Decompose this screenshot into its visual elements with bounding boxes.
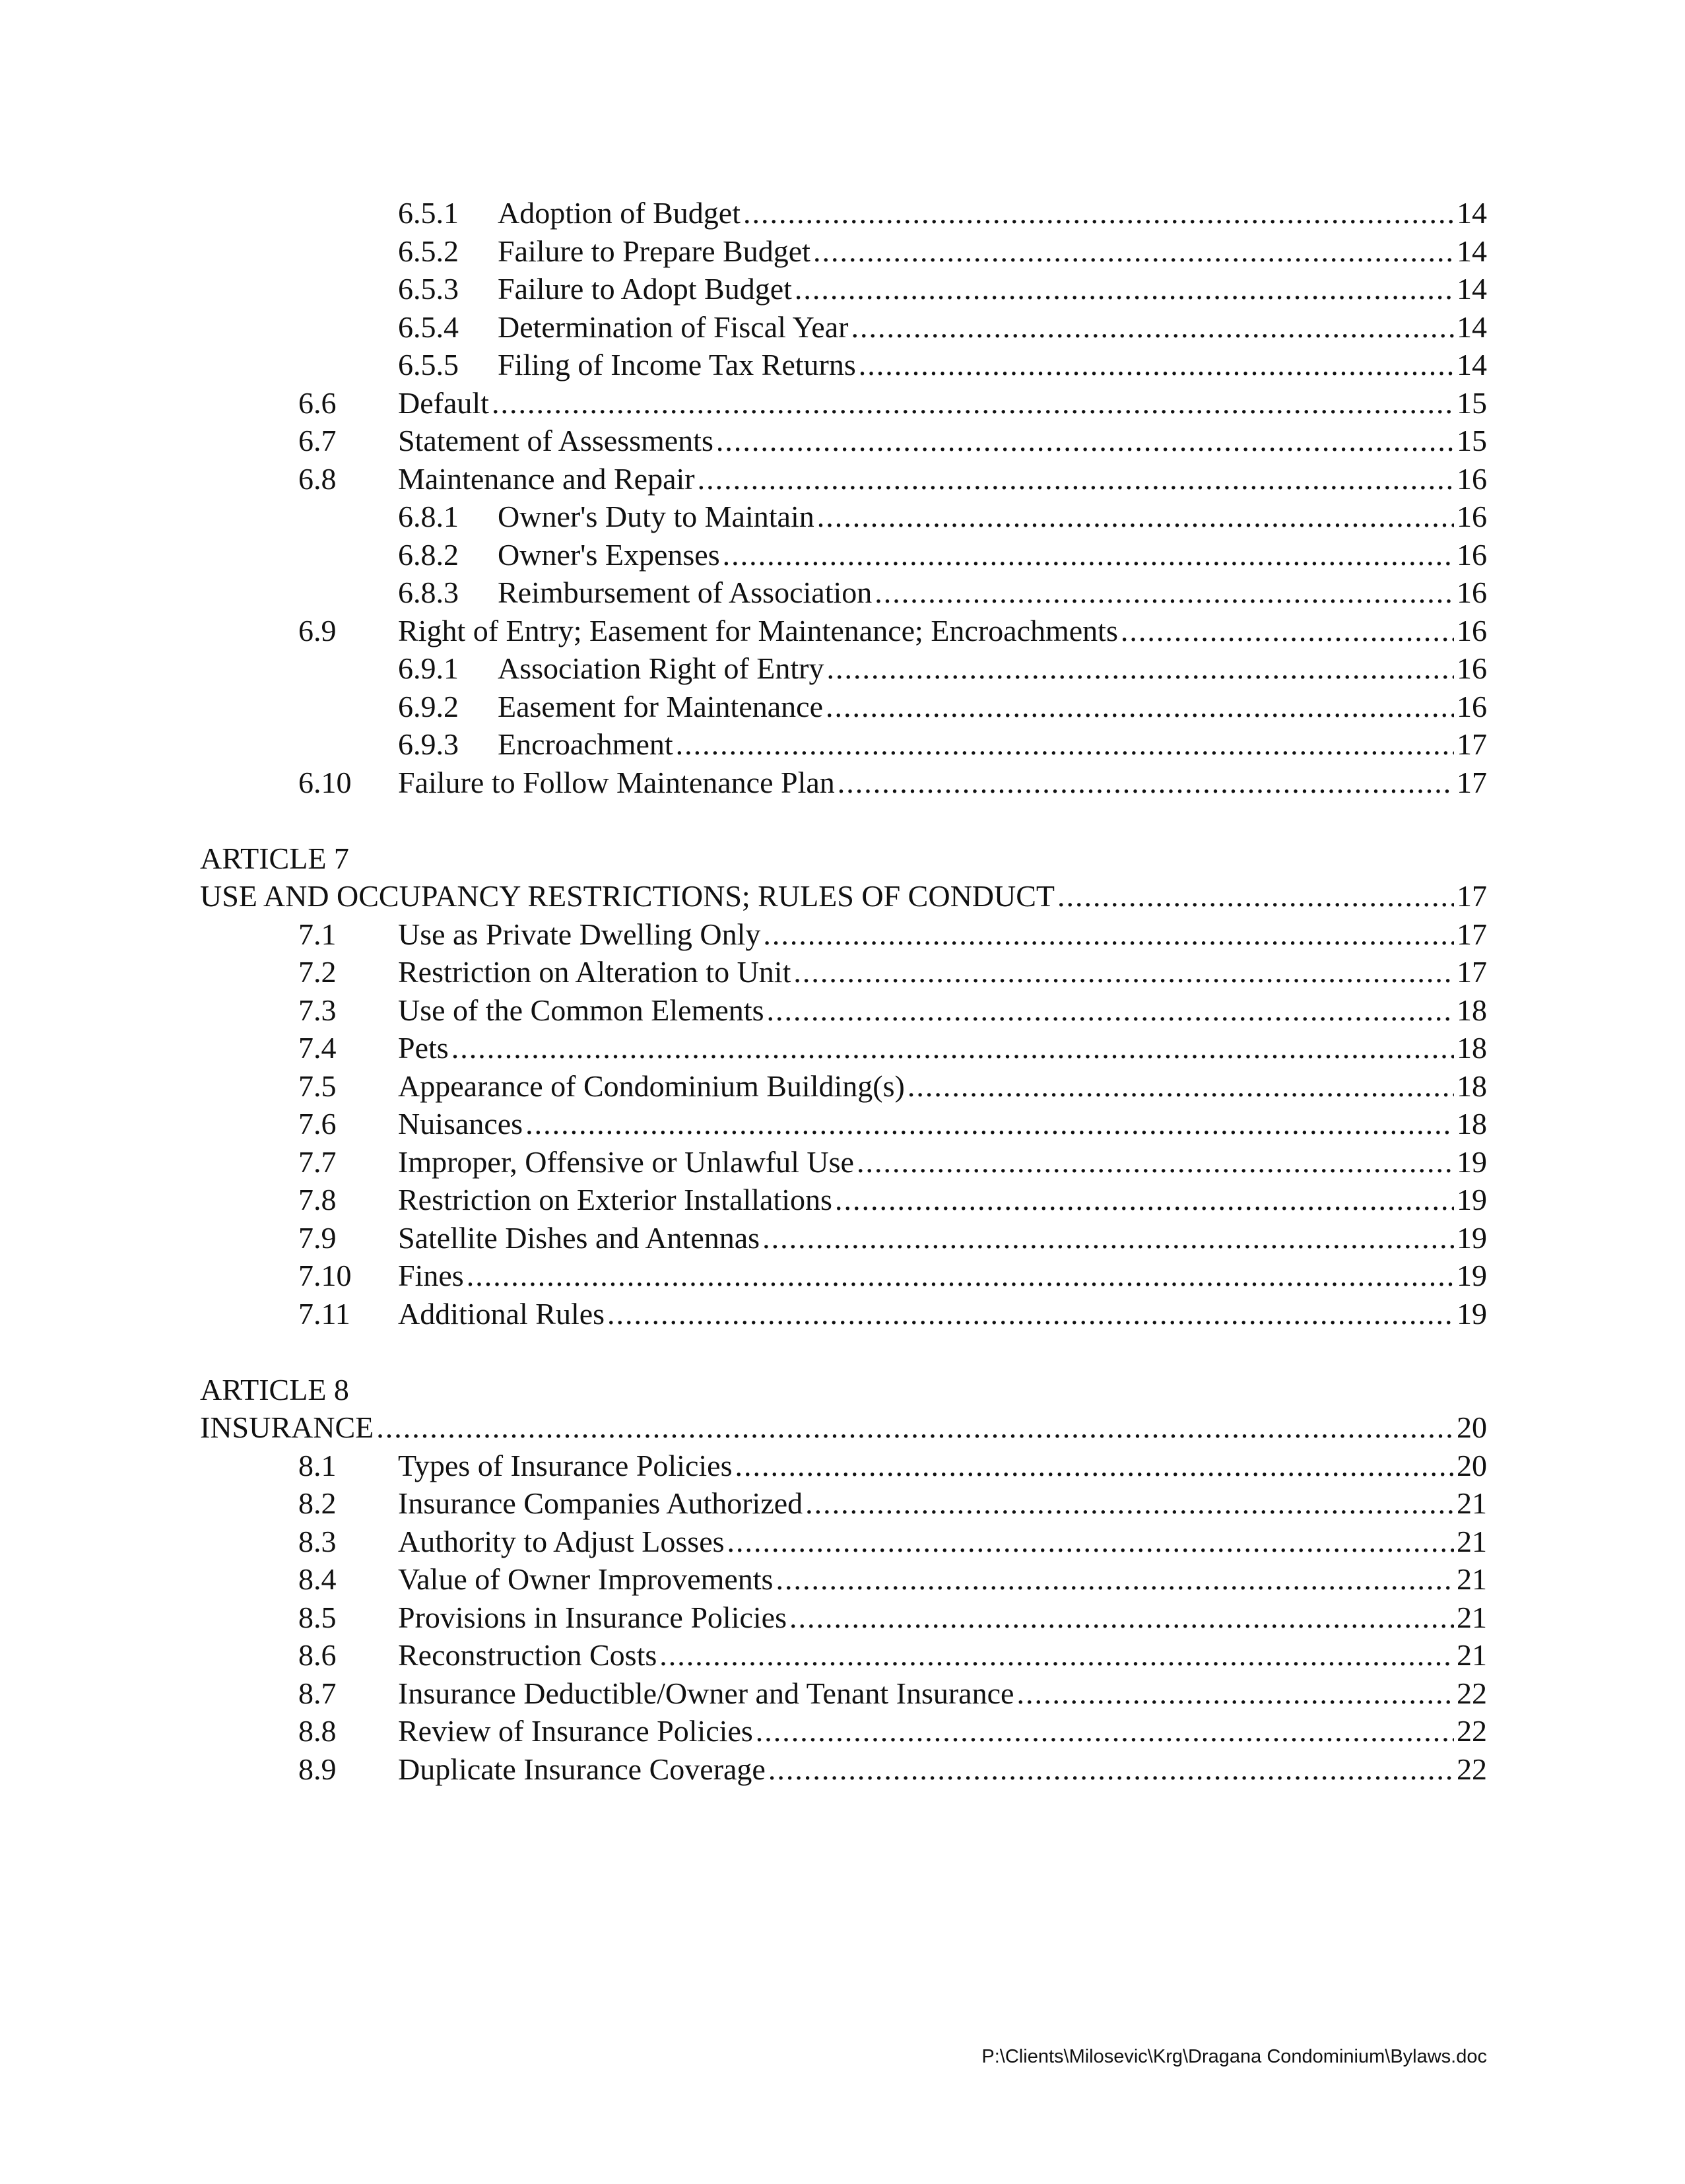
dot-leader <box>1121 612 1454 650</box>
toc-entry-title: Default <box>398 384 492 422</box>
dot-leader <box>492 384 1454 422</box>
toc-entry-title: Encroachment <box>498 725 676 764</box>
toc-entry-title: Nuisances <box>398 1105 525 1143</box>
toc-entry[interactable] <box>0 1560 1685 1599</box>
toc-entry-page: 16 <box>1457 651 1487 685</box>
toc-entry-number: 6.8 <box>298 461 337 496</box>
article-8-label: ARTICLE 8 <box>200 1372 349 1406</box>
toc-entry-number: 7.10 <box>298 1259 352 1292</box>
toc-entry-title: Additional Rules <box>398 1295 607 1333</box>
toc-entry[interactable] <box>0 649 1685 688</box>
toc-entry[interactable] <box>0 725 1685 764</box>
toc-entry-title: Types of Insurance Policies <box>398 1447 735 1485</box>
dot-leader <box>743 194 1454 232</box>
dot-leader <box>723 536 1454 574</box>
toc-entry-page: 14 <box>1457 310 1487 344</box>
toc-entry[interactable] <box>0 384 1685 422</box>
dot-leader <box>698 460 1454 498</box>
toc-entry[interactable] <box>0 1257 1685 1295</box>
toc-entry-title: Association Right of Entry <box>498 649 826 688</box>
toc-entry-page: 22 <box>1457 1714 1487 1748</box>
toc-entry[interactable] <box>0 953 1685 991</box>
toc-entry-title: Reconstruction Costs <box>398 1636 659 1674</box>
toc-entry-number: 7.6 <box>298 1107 337 1141</box>
toc-entry[interactable] <box>0 1636 1685 1674</box>
toc-entry[interactable] <box>0 1067 1685 1106</box>
toc-entry-title: Pets <box>398 1029 451 1067</box>
dot-leader <box>762 1219 1454 1257</box>
dot-leader <box>826 688 1454 726</box>
dot-leader <box>793 953 1454 991</box>
toc-entry-number: 8.8 <box>298 1714 337 1748</box>
dot-leader <box>795 270 1454 308</box>
toc-entry-page: 17 <box>1457 727 1487 761</box>
toc-entry-number: 8.9 <box>298 1752 337 1786</box>
toc-entry-page: 14 <box>1457 234 1487 268</box>
toc-entry[interactable] <box>0 194 1685 232</box>
toc-entry-page: 18 <box>1457 993 1487 1027</box>
toc-entry-number: 6.8.1 <box>398 500 459 533</box>
dot-leader <box>659 1636 1454 1674</box>
toc-entry-title: Failure to Adopt Budget <box>498 270 795 308</box>
toc-entry-page: 16 <box>1457 576 1487 609</box>
toc-entry[interactable] <box>0 1674 1685 1713</box>
toc-entry-title: Restriction on Alteration to Unit <box>398 953 793 991</box>
toc-entry-page: 18 <box>1457 1107 1487 1141</box>
dot-leader <box>376 1408 1454 1447</box>
dot-leader <box>607 1295 1454 1333</box>
toc-entry-title: Failure to Prepare Budget <box>498 232 813 271</box>
article-label <box>0 1371 1685 1409</box>
toc-entry-number: 8.3 <box>298 1524 337 1558</box>
toc-entry-page: 16 <box>1457 500 1487 533</box>
toc-entry-title: Statement of Assessments <box>398 422 716 460</box>
toc-entry-page: 21 <box>1457 1486 1487 1520</box>
toc-entry-title: Provisions in Insurance Policies <box>398 1599 789 1637</box>
toc-entry-title: Satellite Dishes and Antennas <box>398 1219 762 1257</box>
toc-entry-number: 6.9.1 <box>398 651 459 685</box>
dot-leader <box>789 1599 1454 1637</box>
toc-entry-page: 17 <box>1457 765 1487 799</box>
toc-entry-number: 6.7 <box>298 424 337 457</box>
toc-entry-number: 6.5.3 <box>398 272 459 306</box>
toc-entry-number: 7.4 <box>298 1031 337 1065</box>
toc-entry[interactable] <box>0 1750 1685 1789</box>
toc-entry-page: 21 <box>1457 1562 1487 1596</box>
toc-entry-number: 7.5 <box>298 1069 337 1103</box>
toc-entry-number: 6.8.2 <box>398 537 459 572</box>
toc-entry-page: 20 <box>1457 1448 1487 1482</box>
table-of-contents <box>0 194 1685 1788</box>
toc-entry[interactable] <box>0 1447 1685 1485</box>
toc-entry-page: 17 <box>1457 879 1487 913</box>
toc-entry[interactable] <box>0 688 1685 726</box>
toc-entry-number: 6.9.3 <box>398 727 459 761</box>
toc-entry-page: 18 <box>1457 1069 1487 1103</box>
toc-entry-number: 7.3 <box>298 993 337 1027</box>
toc-entry[interactable] <box>0 1599 1685 1637</box>
toc-entry-number: 8.7 <box>298 1676 337 1710</box>
toc-entry-number: 8.5 <box>298 1600 337 1634</box>
toc-entry[interactable] <box>0 1484 1685 1523</box>
toc-entry[interactable] <box>0 270 1685 308</box>
dot-leader <box>875 574 1454 612</box>
toc-entry-number: 8.1 <box>298 1448 337 1482</box>
article-7-heading: USE AND OCCUPANCY RESTRICTIONS; RULES OF CONDUCT <box>200 877 1057 915</box>
toc-entry-number: 7.8 <box>298 1183 337 1216</box>
toc-entry-page: 15 <box>1457 385 1487 420</box>
dot-leader <box>735 1447 1454 1485</box>
toc-entry-page: 22 <box>1457 1676 1487 1710</box>
toc-entry[interactable] <box>0 915 1685 954</box>
toc-entry-title: Determination of Fiscal Year <box>498 308 851 347</box>
toc-entry-page: 14 <box>1457 348 1487 381</box>
dot-leader <box>763 915 1454 954</box>
dot-leader <box>835 1181 1454 1219</box>
spacer <box>0 801 1685 840</box>
dot-leader <box>826 649 1454 688</box>
toc-entry-number: 7.11 <box>298 1296 350 1331</box>
toc-entry[interactable] <box>0 498 1685 536</box>
toc-entry-page: 17 <box>1457 917 1487 951</box>
toc-entry-page: 16 <box>1457 537 1487 572</box>
toc-entry-number: 7.2 <box>298 955 337 989</box>
toc-entry-title: Insurance Companies Authorized <box>398 1484 805 1523</box>
toc-entry-title: Failure to Follow Maintenance Plan <box>398 764 838 802</box>
toc-entry-title: Improper, Offensive or Unlawful Use <box>398 1143 857 1181</box>
dot-leader <box>451 1029 1454 1067</box>
toc-entry-page: 16 <box>1457 461 1487 496</box>
toc-entry-number: 6.5.2 <box>398 234 459 268</box>
dot-leader <box>817 498 1454 536</box>
toc-entry-page: 19 <box>1457 1183 1487 1216</box>
toc-entry[interactable] <box>0 1143 1685 1181</box>
toc-entry-page: 19 <box>1457 1220 1487 1255</box>
toc-entry[interactable] <box>0 1295 1685 1333</box>
toc-entry-page: 21 <box>1457 1524 1487 1558</box>
toc-entry[interactable] <box>0 764 1685 802</box>
toc-entry[interactable] <box>0 1219 1685 1257</box>
toc-entry-title: Value of Owner Improvements <box>398 1560 776 1599</box>
dot-leader <box>525 1105 1454 1143</box>
toc-entry-page: 16 <box>1457 613 1487 647</box>
dot-leader <box>857 1143 1454 1181</box>
toc-entry-number: 6.8.3 <box>398 576 459 609</box>
toc-entry[interactable] <box>0 612 1685 650</box>
toc-entry-number: 7.7 <box>298 1144 337 1179</box>
toc-entry-number: 7.1 <box>298 917 337 951</box>
toc-entry-page: 14 <box>1457 272 1487 306</box>
dot-leader <box>467 1257 1454 1295</box>
toc-entry-page: 22 <box>1457 1752 1487 1786</box>
toc-entry-title: Filing of Income Tax Returns <box>498 346 859 384</box>
dot-leader <box>727 1523 1454 1561</box>
toc-entry-title: Maintenance and Repair <box>398 460 698 498</box>
toc-entry-number: 6.5.4 <box>398 310 459 344</box>
toc-entry-title: Reimbursement of Association <box>498 574 875 612</box>
dot-leader <box>838 764 1454 802</box>
toc-entry-title: Authority to Adjust Losses <box>398 1523 727 1561</box>
dot-leader <box>756 1712 1454 1750</box>
dot-leader <box>851 308 1454 347</box>
toc-entry[interactable] <box>0 574 1685 612</box>
spacer <box>0 1333 1685 1371</box>
toc-entry[interactable] <box>0 1523 1685 1561</box>
toc-entry-title: Use as Private Dwelling Only <box>398 915 763 954</box>
toc-entry-number: 6.5.1 <box>398 196 459 230</box>
toc-entry-title: Fines <box>398 1257 467 1295</box>
toc-entry-page: 21 <box>1457 1638 1487 1672</box>
article-heading-entry[interactable] <box>0 1408 1685 1447</box>
toc-entry[interactable] <box>0 1105 1685 1143</box>
dot-leader <box>776 1560 1454 1599</box>
toc-entry-title: Appearance of Condominium Building(s) <box>398 1067 908 1106</box>
toc-entry-number: 8.4 <box>298 1562 337 1596</box>
toc-entry-number: 6.6 <box>298 385 337 420</box>
article-label <box>0 840 1685 878</box>
dot-leader <box>766 991 1454 1030</box>
dot-leader <box>813 232 1454 271</box>
dot-leader <box>768 1750 1454 1789</box>
toc-entry-title: Easement for Maintenance <box>498 688 826 726</box>
toc-entry-page: 16 <box>1457 689 1487 723</box>
toc-entry-title: Adoption of Budget <box>498 194 743 232</box>
dot-leader <box>716 422 1454 460</box>
footer-file-path: P:\Clients\Milosevic\Krg\Dragana Condominium\Bylaws.doc <box>981 2046 1487 2067</box>
toc-entry-page: 18 <box>1457 1031 1487 1065</box>
toc-entry-page: 19 <box>1457 1296 1487 1331</box>
toc-entry[interactable] <box>0 1181 1685 1219</box>
dot-leader <box>859 346 1454 384</box>
toc-entry[interactable] <box>0 991 1685 1030</box>
toc-entry-number: 7.9 <box>298 1220 337 1255</box>
toc-entry-number: 8.2 <box>298 1486 337 1520</box>
toc-entry-page: 15 <box>1457 424 1487 457</box>
toc-entry-page: 19 <box>1457 1144 1487 1179</box>
toc-entry-number: 6.10 <box>298 765 352 799</box>
dot-leader <box>1057 877 1454 915</box>
toc-entry[interactable] <box>0 460 1685 498</box>
article-7-label: ARTICLE 7 <box>200 841 349 875</box>
toc-entry[interactable] <box>0 308 1685 347</box>
dot-leader <box>676 725 1454 764</box>
toc-entry[interactable] <box>0 346 1685 384</box>
dot-leader <box>908 1067 1454 1106</box>
toc-entry-title: Use of the Common Elements <box>398 991 766 1030</box>
toc-entry[interactable] <box>0 1029 1685 1067</box>
toc-entry-title: Review of Insurance Policies <box>398 1712 756 1750</box>
toc-entry-title: Owner's Duty to Maintain <box>498 498 817 536</box>
toc-entry-number: 6.5.5 <box>398 348 459 381</box>
article-heading-entry[interactable] <box>0 877 1685 915</box>
toc-entry-title: Restriction on Exterior Installations <box>398 1181 835 1219</box>
dot-leader <box>1016 1674 1454 1713</box>
toc-entry-page: 19 <box>1457 1259 1487 1292</box>
toc-entry-page: 17 <box>1457 955 1487 989</box>
toc-entry-title: Right of Entry; Easement for Maintenance; Encroachments <box>398 612 1121 650</box>
toc-entry[interactable] <box>0 1712 1685 1750</box>
toc-entry[interactable] <box>0 422 1685 460</box>
toc-entry-title: Duplicate Insurance Coverage <box>398 1750 768 1789</box>
toc-entry-page: 14 <box>1457 196 1487 230</box>
article-8-heading: INSURANCE <box>200 1408 376 1447</box>
toc-entry-page: 20 <box>1457 1410 1487 1444</box>
dot-leader <box>805 1484 1454 1523</box>
toc-entry-number: 8.6 <box>298 1638 337 1672</box>
toc-entry-number: 6.9 <box>298 613 337 647</box>
toc-entry-title: Owner's Expenses <box>498 536 723 574</box>
toc-entry-title: Insurance Deductible/Owner and Tenant Insurance <box>398 1674 1016 1713</box>
toc-entry[interactable] <box>0 536 1685 574</box>
toc-entry[interactable] <box>0 232 1685 271</box>
toc-entry-page: 21 <box>1457 1600 1487 1634</box>
toc-entry-number: 6.9.2 <box>398 689 459 723</box>
